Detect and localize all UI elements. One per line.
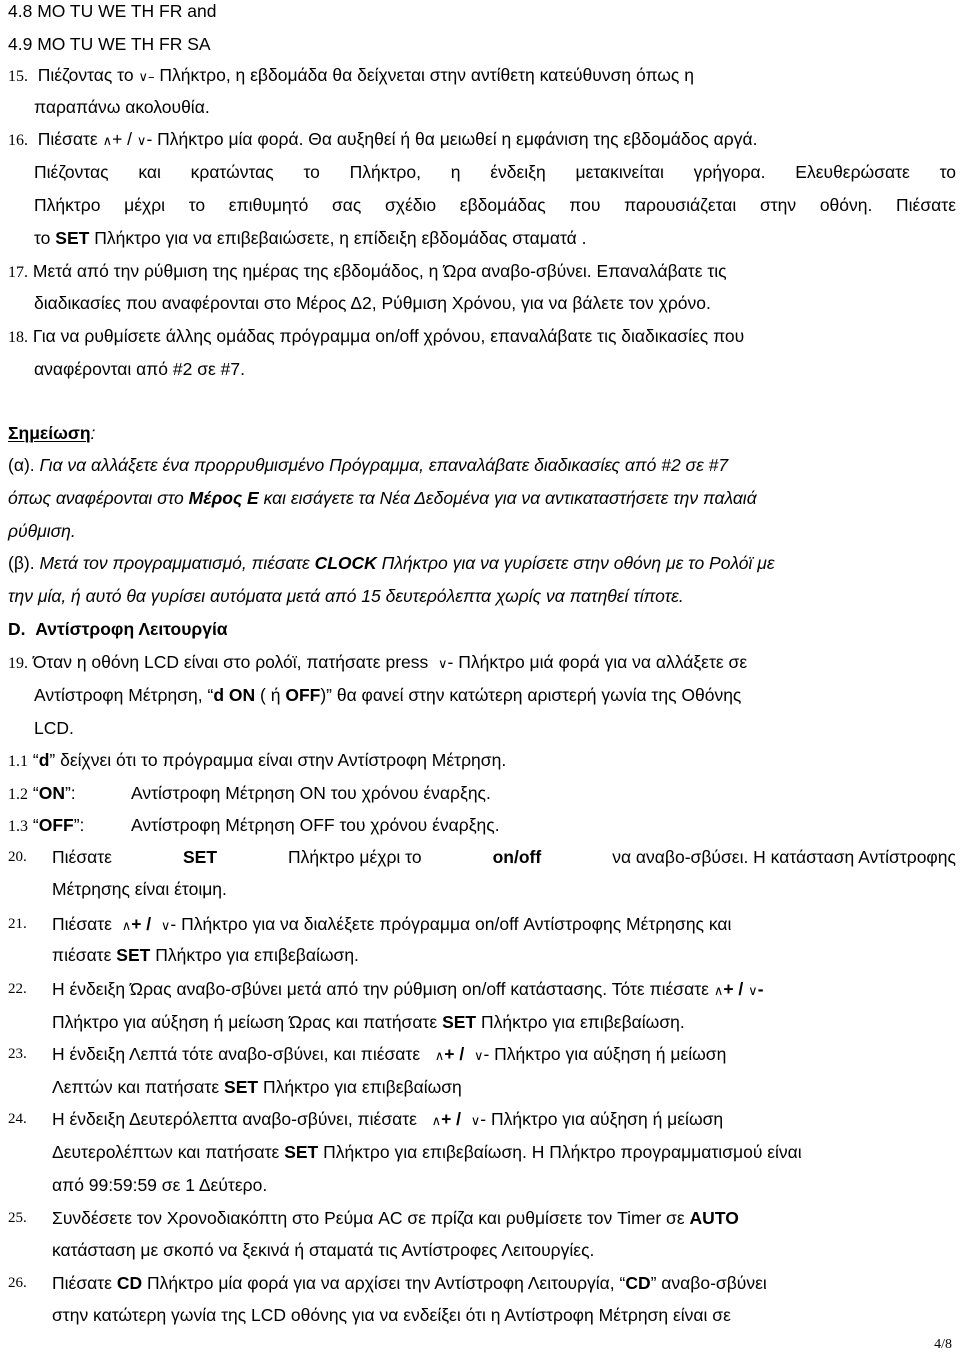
text: d	[38, 750, 50, 770]
text: OFF	[38, 815, 74, 835]
subitem-1-3-desc: Αντίστροφη Μέτρηση OFF του χρόνου έναρξης.	[131, 815, 500, 835]
text: Πλήκτρο μέχρι το	[288, 847, 422, 867]
text: ” δείχνει ότι το πρόγραμμα είναι στην Αντίστροφη Μέτρηση.	[49, 750, 507, 770]
note-heading	[8, 422, 95, 444]
header-line-1: 4.8 MO TU WE TH FR and	[8, 1, 217, 21]
subitem-1-2-desc: Αντίστροφη Μέτρηση ON του χρόνου έναρξης.	[131, 783, 491, 803]
item-16-line-4	[34, 227, 587, 249]
item-number: 19.	[8, 655, 28, 672]
set-key-label: SET	[182, 847, 218, 867]
text: - Πλήκτρο για αύξηση ή μείωση	[483, 1044, 727, 1064]
note-a-line-2	[8, 487, 757, 509]
text: ”:	[73, 815, 85, 835]
note-label: (α).	[8, 455, 35, 475]
section-label: D.	[8, 619, 26, 639]
text: Συνδέσετε τον Χρονοδιακόπτη στο Ρεύμα AC σε πρίζα και ρυθμίσετε τον Timer σε	[52, 1208, 685, 1228]
item-21-line-1	[52, 913, 731, 938]
text: “	[32, 815, 39, 835]
down-arrow-icon: ∨	[438, 657, 448, 672]
text: + /	[444, 1044, 465, 1064]
item-number: 15.	[8, 68, 28, 85]
text: AUTO	[689, 1208, 739, 1228]
item-24-number: 24.	[8, 1111, 27, 1127]
text: ”:	[64, 783, 76, 803]
subitem-1-1	[8, 749, 506, 773]
text: Η ένδειξη Ώρας αναβο-σβύνει μετά από την ρύθμιση on/off κατάστασης. Τότε πιέσατε	[52, 979, 709, 999]
text: Πλήκτρο για επιβεβαίωση.	[155, 945, 359, 965]
text: Πλήκτρο, η εβδομάδα θα δείχνεται στην αντίθετη κατεύθυνση όπως η	[159, 65, 694, 85]
text: “	[32, 750, 39, 770]
text: + /	[723, 979, 744, 999]
item-20-number: 20.	[8, 849, 27, 865]
text: :	[90, 423, 96, 443]
item-16-line-2: Πιέζοντας και κρατώντας το Πλήκτρο, η ένδειξη μετακινείται γρήγορα. Ελευθερώσατε το	[34, 162, 956, 182]
item-15-line-1	[8, 64, 694, 89]
item-21-line-2	[52, 944, 359, 966]
section-d-heading	[8, 618, 228, 640]
text: Δευτερολέπτων και πατήσατε	[52, 1142, 280, 1162]
text: ON	[38, 783, 65, 803]
item-19-line-2	[34, 684, 741, 706]
text: Λεπτών και πατήσατε	[52, 1077, 220, 1097]
cd-key-label: CD	[116, 1273, 143, 1293]
text: + /	[112, 129, 133, 149]
text: -	[757, 979, 764, 999]
note-b-line-1	[8, 552, 775, 574]
item-20-line-1	[52, 846, 956, 868]
up-arrow-icon: ∧	[434, 1049, 445, 1064]
item-number: 1.3	[8, 818, 28, 835]
text: CLOCK	[314, 553, 377, 573]
text: Μετά τον προγραμματισμό, πιέσατε	[39, 553, 310, 573]
set-key-label: SET	[224, 1077, 259, 1097]
text: Πλήκτρο για να γυρίσετε στην οθόνη με το Ρολόϊ με	[381, 553, 775, 573]
text: Πλήκτρο για επιβεβαίωση. Η Πλήκτρο προγραμματισμού είναι	[323, 1142, 802, 1162]
item-17-line-2: διαδικασίες που αναφέρονται στο Μέρος Δ2, Ρύθμιση Χρόνου, για να βάλετε τον χρόνο.	[34, 293, 711, 313]
text: on/off	[492, 847, 542, 867]
note-title: Σημείωση	[8, 423, 91, 443]
down-arrow-icon: ∨	[473, 1049, 484, 1064]
text: το	[34, 228, 51, 248]
set-key-label: SET	[55, 228, 90, 248]
item-number: 17.	[8, 264, 28, 281]
item-number: 1.2	[8, 786, 28, 803]
item-25-number: 25.	[8, 1210, 27, 1226]
up-arrow-icon: ∧	[431, 1114, 442, 1129]
header-line-2: 4.9 MO TU WE TH FR SA	[8, 34, 211, 54]
text: OFF	[285, 685, 321, 705]
set-key-label: SET	[116, 945, 151, 965]
item-23-line-2	[52, 1076, 462, 1098]
text: Πλήκτρο για επιβεβαίωση	[262, 1077, 462, 1097]
page-number: 4/8	[934, 1337, 952, 1352]
text: Για να ρυθμίσετε άλλης ομάδας πρόγραμμα on/off χρόνου, επαναλάβατε τις διαδικασίες που	[32, 326, 745, 346]
text: Όταν η οθόνη LCD είναι στο ρολόϊ, πατήσατε press	[32, 652, 429, 672]
text: όπως αναφέρονται στο	[8, 488, 184, 508]
item-15-line-2: παραπάνω ακολουθία.	[34, 97, 210, 117]
note-a-line-3: ρύθμιση.	[8, 521, 76, 541]
text: Πιέσατε	[52, 914, 112, 934]
text: Πλήκτρο μία φορά για να αρχίσει την Αντίστροφη Λειτουργία, “	[147, 1273, 626, 1293]
down-arrow-icon: ∨	[160, 919, 171, 934]
item-22-number: 22.	[8, 981, 27, 997]
down-arrow-icon: ∨	[470, 1114, 481, 1129]
item-26-line-1	[52, 1272, 767, 1294]
subitem-1-3	[8, 814, 84, 838]
down-arrow-icon: ∨	[136, 134, 147, 149]
subitem-1-2	[8, 782, 76, 806]
text: d ON	[213, 685, 256, 705]
item-19-line-3: LCD.	[34, 718, 74, 738]
text: Πιέζοντας το	[37, 65, 134, 85]
text: Η ένδειξη Δευτερόλεπτα αναβο-σβύνει, πιέσατε	[52, 1109, 417, 1129]
set-key-label: SET	[284, 1142, 319, 1162]
note-label: (β).	[8, 553, 35, 573]
text: “	[32, 783, 39, 803]
item-17-line-1	[8, 260, 956, 284]
text: Πλήκτρο για αύξηση ή μείωση Ώρας και πατήσατε	[52, 1012, 438, 1032]
item-21-number: 21.	[8, 916, 27, 932]
text: Η ένδειξη Λεπτά τότε αναβο-σβύνει, και πιέσατε	[52, 1044, 421, 1064]
down-arrow-icon: ∨	[748, 984, 758, 999]
text: + /	[131, 914, 152, 934]
up-arrow-icon: ∧	[121, 919, 132, 934]
item-16-line-1	[8, 128, 757, 153]
note-b-line-2: την μία, ή αυτό θα γυρίσει αυτόματα μετά από 15 δευτερόλεπτα χωρίς να πατηθεί τίποτε.	[8, 586, 684, 606]
text: Μέρος Ε	[188, 488, 259, 508]
item-23-number: 23.	[8, 1046, 27, 1062]
item-22-line-2	[52, 1011, 685, 1033]
item-25-line-2: κατάσταση με σκοπό να ξεκινά ή σταματά τις Αντίστροφες Λειτουργίες.	[52, 1240, 595, 1260]
item-16-line-3: Πλήκτρο μέχρι το επιθυμητό σας σχέδιο εβδομάδας που παρουσιάζεται στην οθόνη. Πιέσατε	[34, 195, 956, 215]
item-26-number: 26.	[8, 1275, 27, 1291]
text: Πιέσατε	[52, 847, 112, 867]
item-19-line-1	[8, 651, 747, 676]
up-arrow-icon: ∧	[713, 984, 724, 999]
text: Πλήκτρο για επιβεβαίωση.	[481, 1012, 685, 1032]
text: )” θα φανεί στην κατώτερη αριστερή γωνία της Οθόνης	[320, 685, 742, 705]
section-title: Αντίστροφη Λειτουργία	[35, 619, 228, 639]
item-23-line-1	[52, 1043, 726, 1068]
item-22-line-1	[52, 978, 764, 1003]
up-arrow-icon: ∧	[102, 134, 113, 149]
item-25-line-1	[52, 1207, 739, 1229]
down-arrow-icon: ∨–	[138, 70, 155, 85]
text: Πλήκτρο για να επιβεβαιώσετε, η επίδειξη εβδομάδας σταματά .	[94, 228, 587, 248]
text: ( ή	[260, 685, 281, 705]
text: Μετά από την ρύθμιση της ημέρας της εβδομάδος, η Ώρα αναβο-σβύνει. Επαναλάβατε τις	[32, 261, 727, 281]
text: - Πλήκτρο για αύξηση ή μείωση	[480, 1109, 724, 1129]
item-number: 1.1	[8, 753, 28, 770]
item-number: 18.	[8, 329, 28, 346]
set-key-label: SET	[442, 1012, 477, 1032]
item-20-line-2: Μέτρησης είναι έτοιμη.	[52, 879, 227, 899]
item-18-line-2: αναφέρονται από #2 σε #7.	[34, 359, 246, 379]
note-a-line-1	[8, 454, 728, 476]
text: - Πλήκτρο για να διαλέξετε πρόγραμμα on/off Αντίστροφης Μέτρησης και	[170, 914, 732, 934]
text: Πιέσατε	[37, 129, 98, 149]
text: Για να αλλάξετε ένα προρρυθμισμένο Πρόγραμμα, επαναλάβατε διαδικασίες από #2 σε #7	[39, 455, 729, 475]
item-18-line-1	[8, 325, 744, 349]
text: να αναβο-σβύσει. Η κατάσταση Αντίστροφης	[612, 847, 956, 867]
text: - Πλήκτρο μιά φορά για να αλλάξετε σε	[447, 652, 748, 672]
text: + /	[441, 1109, 462, 1129]
item-26-line-2: στην κατώτερη γωνία της LCD οθόνης για να ενδείξει ότι η Αντίστροφη Μέτρηση είναι σε	[52, 1305, 731, 1325]
text: - Πλήκτρο μία φορά. Θα αυξηθεί ή θα μειωθεί η εμφάνιση της εβδομάδος αργά.	[146, 129, 758, 149]
item-24-line-2	[52, 1141, 802, 1163]
item-24-line-1	[52, 1108, 723, 1133]
text: CD	[625, 1273, 651, 1293]
item-24-line-3: από 99:59:59 σε 1 Δεύτερο.	[52, 1175, 268, 1195]
text: Πιέσατε	[52, 1273, 112, 1293]
text: ” αναβο-σβύνει	[650, 1273, 767, 1293]
text: πιέσατε	[52, 945, 112, 965]
item-number: 16.	[8, 132, 28, 149]
text: Αντίστροφη Μέτρηση, “	[34, 685, 214, 705]
text: και εισάγετε τα Νέα Δεδομένα για να αντικαταστήσετε την παλαιά	[263, 488, 757, 508]
